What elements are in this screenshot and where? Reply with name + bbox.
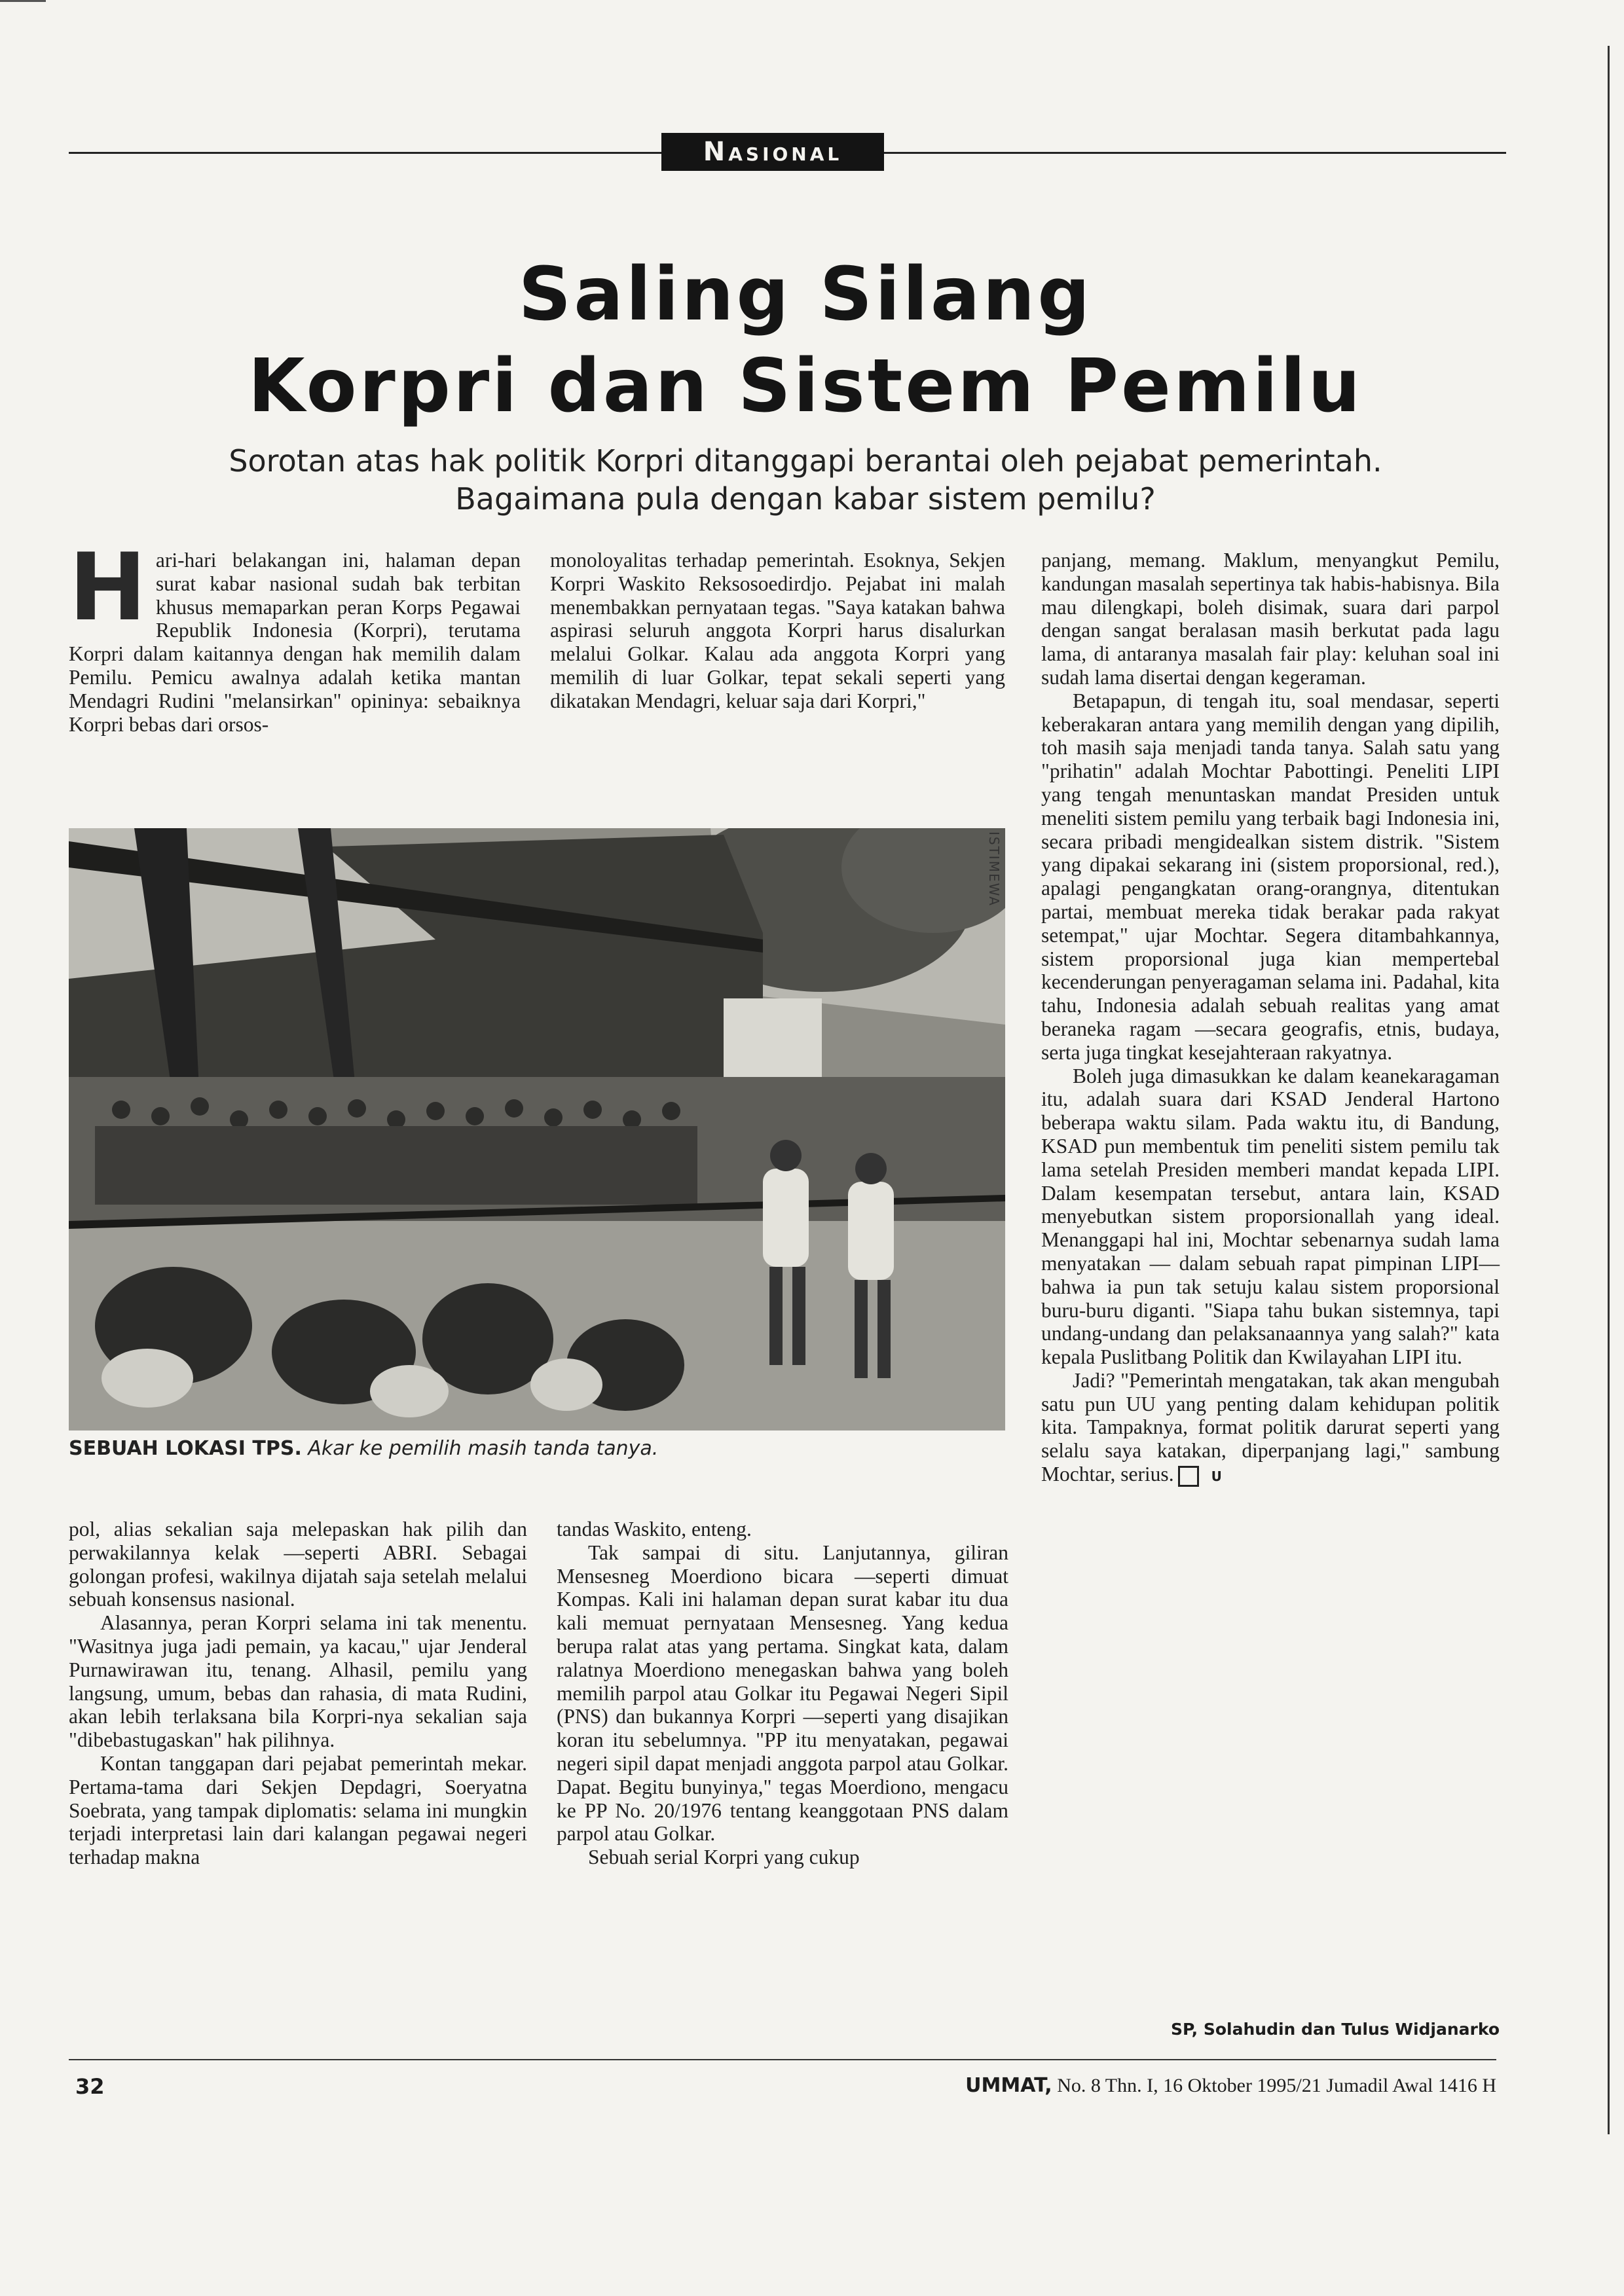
paragraph: Boleh juga dimasukkan ke dalam keanekaragaman itu, adalah suara dari KSAD Jenderal Hartono beberapa waktu silam. Pada waktu itu, di Bandung, KSAD pun membentuk tim peneliti sistem pemilu tak lama setelah Presiden memberi mandat kepada LIPI. Dalam kesempatan tersebut, antara lain, KSAD menyebutkan sistem proporsionallah yang ideal. Menanggapi hal ini, Mochtar sebenarnya sudah lama menyatakan — dalam sebuah rapat pimpinan LIPI— bahwa ia pun tak setuju kalau sistem proporsional buru-buru diganti. "Siapa tahu bukan sistemnya, tapi undang-undang dan pelaksanaannya yang salah?" kata kepala Puslitbang Politik dan Kwilayahan LIPI itu. xyxy=(1041,1064,1500,1369)
paragraph: Sebuah serial Korpri yang cukup xyxy=(588,1846,860,1869)
issue-info: No. 8 Thn. I, 16 Oktober 1995/21 Jumadil Awal 1416 H xyxy=(1057,2075,1496,2096)
article-subtitle xyxy=(105,442,1506,518)
subtitle-line-2: Bagaimana pula dengan kabar sistem pemilu? xyxy=(455,481,1156,517)
column-2-top xyxy=(550,549,1005,713)
page-number: 32 xyxy=(75,2074,105,2099)
byline: SP, Solahudin dan Tulus Widjanarko xyxy=(1170,2020,1500,2039)
paragraph-text: ari-hari belakangan ini, halaman depan surat kabar nasional sudah bak terbitan khusus memaparkan peran Korps Pegawai Republik Indonesia (Korpri), terutama Korpri dalam kaitannya dengan hak memilih dalam Pemilu. Pemicu awalnya adalah ketika mantan Mendagri Rudini "melansirkan" opininya: sebaiknya Korpri bebas dari orsos- xyxy=(69,549,521,736)
caption-lead: SEBUAH LOKASI TPS. xyxy=(69,1437,302,1460)
photo-illustration xyxy=(69,828,1005,1430)
publication-name: UMMAT, xyxy=(965,2074,1052,2097)
paragraph xyxy=(1041,1369,1500,1487)
tps-photo xyxy=(69,828,1005,1430)
paragraph: Kontan tanggapan dari pejabat pemerintah mekar. Pertama-tama dari Sekjen Depdagri, Soeryatna Soebrata, yang tampak diplomatis: selama ini mungkin terjadi interpretasi lain dari kalangan pegawai negeri terhadap makna xyxy=(69,1751,527,1869)
caption-text: Akar ke pemilih masih tanda tanya. xyxy=(308,1437,659,1460)
column-1-top xyxy=(69,534,521,736)
top-edge-mark xyxy=(0,0,46,2)
paragraph-text: Jadi? "Pemerintah mengatakan, tak akan mengubah satu pun UU yang penting dalam kehidupan politik kita. Tampaknya, format politik darurat seperti yang selalu saya katakan, diperpanjang lagi," sambung Mochtar, serius. xyxy=(1041,1368,1500,1486)
paragraph: Tak sampai di situ. Lanjutannya, giliran Mensesneg Moerdiono bicara —seperti dimuat Kompas. Kali ini halaman depan surat kabar itu dua kali memuat pernyataan Mensesneg. Yang kedua berupa ralat atas yang pertama. Singkat kata, dalam ralatnya Moerdiono menegaskan bahwa yang boleh memilih parpol atau Golkar itu Pegawai Negeri Sipil (PNS) dan bukannya Korpri —seperti yang disajikan koran itu sebelumnya. "PP itu menyatakan, pegawai negeri sipil dapat menjadi anggota parpol atau Golkar. Dapat. Begitu bunyinya," tegas Moerdiono, mengacu ke PP No. 20/1976 tentang keanggotaan PNS dalam parpol atau Golkar. xyxy=(557,1540,1008,1846)
section-badge: Nasional xyxy=(661,133,884,171)
article-title xyxy=(105,249,1506,432)
paragraph: Betapapun, di tengah itu, soal mendasar, seperti keberakaran antara yang memilih dengan yang dipilih, toh masih saja menjadi tanda tanya. Salah satu yang "prihatin" adalah Mochtar Pabottingi. Peneliti LIPI yang tengah menuntaskan mandat Presiden untuk meneliti sistem pemilu yang terbaik bagi Indonesia ini, secara pribadi mengidealkan sistem distrik. "Sistem yang dipakai sekarang ini (sistem proporsional, red.), apalagi pengangkatan orang-orangnya, ditentukan partai, membuat mereka tidak berakar pada rakyat setempat," ujar Mochtar. Segera ditambahkannya, sistem proporsional juga kian mempertebal kecenderungan penyeragaman selama ini. Padahal, kita tahu, Indonesia adalah sebuah realitas yang amat beraneka ragam —secara geografis, etnis, budaya, serta juga tingkat kesejahteraan rakyatnya. xyxy=(1041,689,1500,1064)
right-margin-rule xyxy=(1608,46,1610,2134)
column-3 xyxy=(1041,549,1500,1487)
paragraph: pol, alias sekalian saja melepaskan hak pilih dan perwakilannya kelak —seperti ABRI. Sebagai golongan profesi, wakilnya dijatah saja setelah melalui sebuah konsensus nasional. xyxy=(69,1518,527,1611)
paragraph: tandas Waskito, enteng. xyxy=(557,1518,752,1540)
paragraph: panjang, memang. Maklum, menyangkut Pemilu, kandungan masalah sepertinya tak habis-habisnya. Bila mau dilengkapi, boleh disimak, suara dari parpol dengan sangat beralasan masih berkutat pada lagu lama, di antaranya masalah fair play: keluhan soal ini sudah lama disertai dengan kegeraman. xyxy=(1041,549,1500,689)
title-line-2: Korpri dan Sistem Pemilu xyxy=(248,344,1363,429)
subtitle-line-1: Sorotan atas hak politik Korpri ditanggapi berantai oleh pejabat pemerintah. xyxy=(229,443,1382,479)
end-mark-icon: U xyxy=(1178,1466,1199,1487)
photo-credit: ISTIMEWA xyxy=(986,831,1002,907)
drop-cap: H xyxy=(69,534,147,642)
paragraph: Alasannya, peran Korpri selama ini tak menentu. "Wasitnya juga jadi pemain, ya kacau," ujar Jenderal Purnawirawan itu, tenang. Alhasil, pemilu yang langsung, umum, bebas dan rahasia, di mata Rudini, akan lebih terlaksana bila Korpri-nya sekalian saja "dibebastugaskan" hak pilihnya. xyxy=(69,1611,527,1752)
column-2-bottom xyxy=(557,1518,1008,1869)
footer-publication xyxy=(864,2074,1496,2097)
paragraph: monoloyalitas terhadap pemerintah. Esoknya, Sekjen Korpri Waskito Reksosoedirdjo. Pejabat ini malah menembakkan pernyataan tegas. "Saya katakan bahwa aspirasi seluruh anggota Korpri harus disalurkan melalui Golkar. Kalau ada anggota Korpri yang memilih di luar Golkar, tepat sekali seperti yang dikatakan Mendagri, keluar saja dari Korpri," xyxy=(550,549,1005,712)
footer-rule xyxy=(69,2059,1496,2060)
photo-caption xyxy=(69,1437,1012,1460)
paragraph xyxy=(69,534,521,736)
title-line-1: Saling Silang xyxy=(518,252,1093,337)
column-1-bottom xyxy=(69,1518,527,1869)
